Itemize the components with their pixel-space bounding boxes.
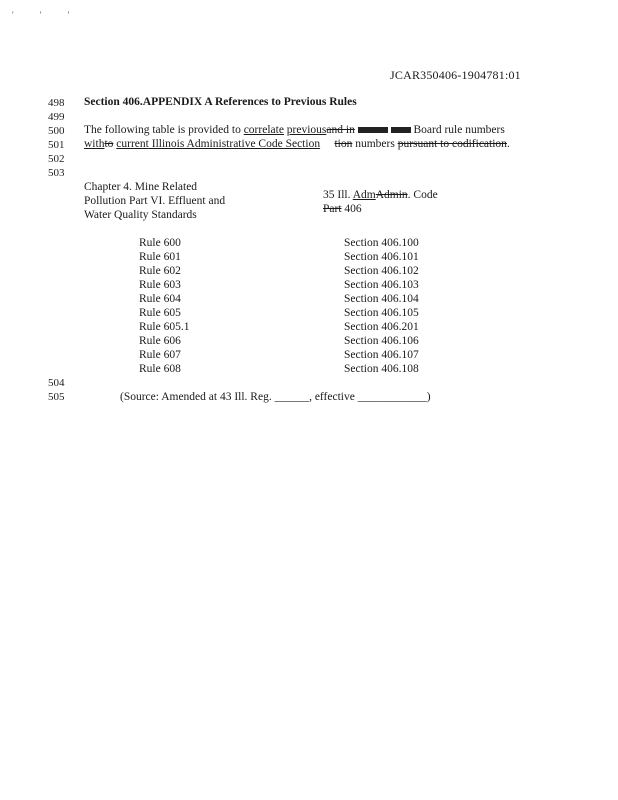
text: . Code [407,189,438,201]
document-id: JCAR350406-1904781:01 [390,68,521,82]
inserted-text: Illinois Administrative Code Section [148,138,321,150]
section-number: Section 406.107 [344,349,419,361]
line-number: 503 [48,167,65,179]
deleted-text: tion [334,138,353,150]
section-number: Section 406.104 [344,293,419,305]
section-heading: Section 406.APPENDIX A References to Previous Rules [84,96,357,108]
section-number: Section 406.103 [344,279,419,291]
rule-number: Rule 603 [139,279,181,291]
rule-number: Rule 607 [139,349,181,361]
rule-number: Rule 606 [139,335,181,347]
source-note: (Source: Amended at 43 Ill. Reg. ______, effective ____________) [120,391,431,403]
line-number: 505 [48,391,65,403]
rule-number: Rule 602 [139,265,181,277]
deleted-text: pursuant to codification [397,138,507,150]
text: numbers [352,138,398,150]
deleted-text: Part [323,203,342,215]
line-number: 499 [48,111,65,123]
line-number: 498 [48,97,65,109]
inserted-text: Adm [352,189,376,201]
paragraph-line-1 [84,124,505,136]
text: 35 Ill. [323,189,353,201]
section-number: Section 406.106 [344,335,419,347]
header-line: Pollution Part VI. Effluent and [84,195,226,207]
rule-number: Rule 605.1 [139,321,190,333]
section-number: Section 406.100 [344,237,419,249]
header-line: Water Quality Standards [84,209,197,221]
redaction-mark [391,127,411,133]
deleted-text: and in [326,124,355,136]
header-line [323,202,438,216]
deleted-text: Admin [375,189,408,201]
line-number: 501 [48,139,65,151]
section-number: Section 406.101 [344,251,419,263]
header-line: Chapter 4. Mine Related [84,181,198,193]
text: 406 [341,203,362,215]
text: . [506,138,510,150]
rule-number: Rule 608 [139,363,181,375]
inserted-text: with [84,138,105,150]
text: Board rule numbers [410,124,505,136]
rule-number: Rule 601 [139,251,181,263]
rule-number: Rule 600 [139,237,181,249]
inserted-text: correlate [243,124,284,136]
line-number: 504 [48,377,65,389]
line-number: 502 [48,153,65,165]
gap [320,138,334,150]
section-number: Section 406.201 [344,321,419,333]
section-number: Section 406.105 [344,307,419,319]
section-number: Section 406.108 [344,363,419,375]
paragraph-line-2 [84,138,510,150]
inserted-text: previous [286,124,327,136]
right-column-header [323,188,438,216]
redaction-mark [358,127,388,133]
section-number: Section 406.102 [344,265,419,277]
text: The following table is provided to [84,124,244,136]
rule-number: Rule 605 [139,307,181,319]
line-number: 500 [48,125,65,137]
deleted-text: to [104,138,114,150]
inserted-text: current [116,138,149,150]
rule-number: Rule 604 [139,293,181,305]
scan-marks: ' ' ' [12,10,82,20]
header-line [323,188,438,202]
left-column-header [84,180,225,222]
